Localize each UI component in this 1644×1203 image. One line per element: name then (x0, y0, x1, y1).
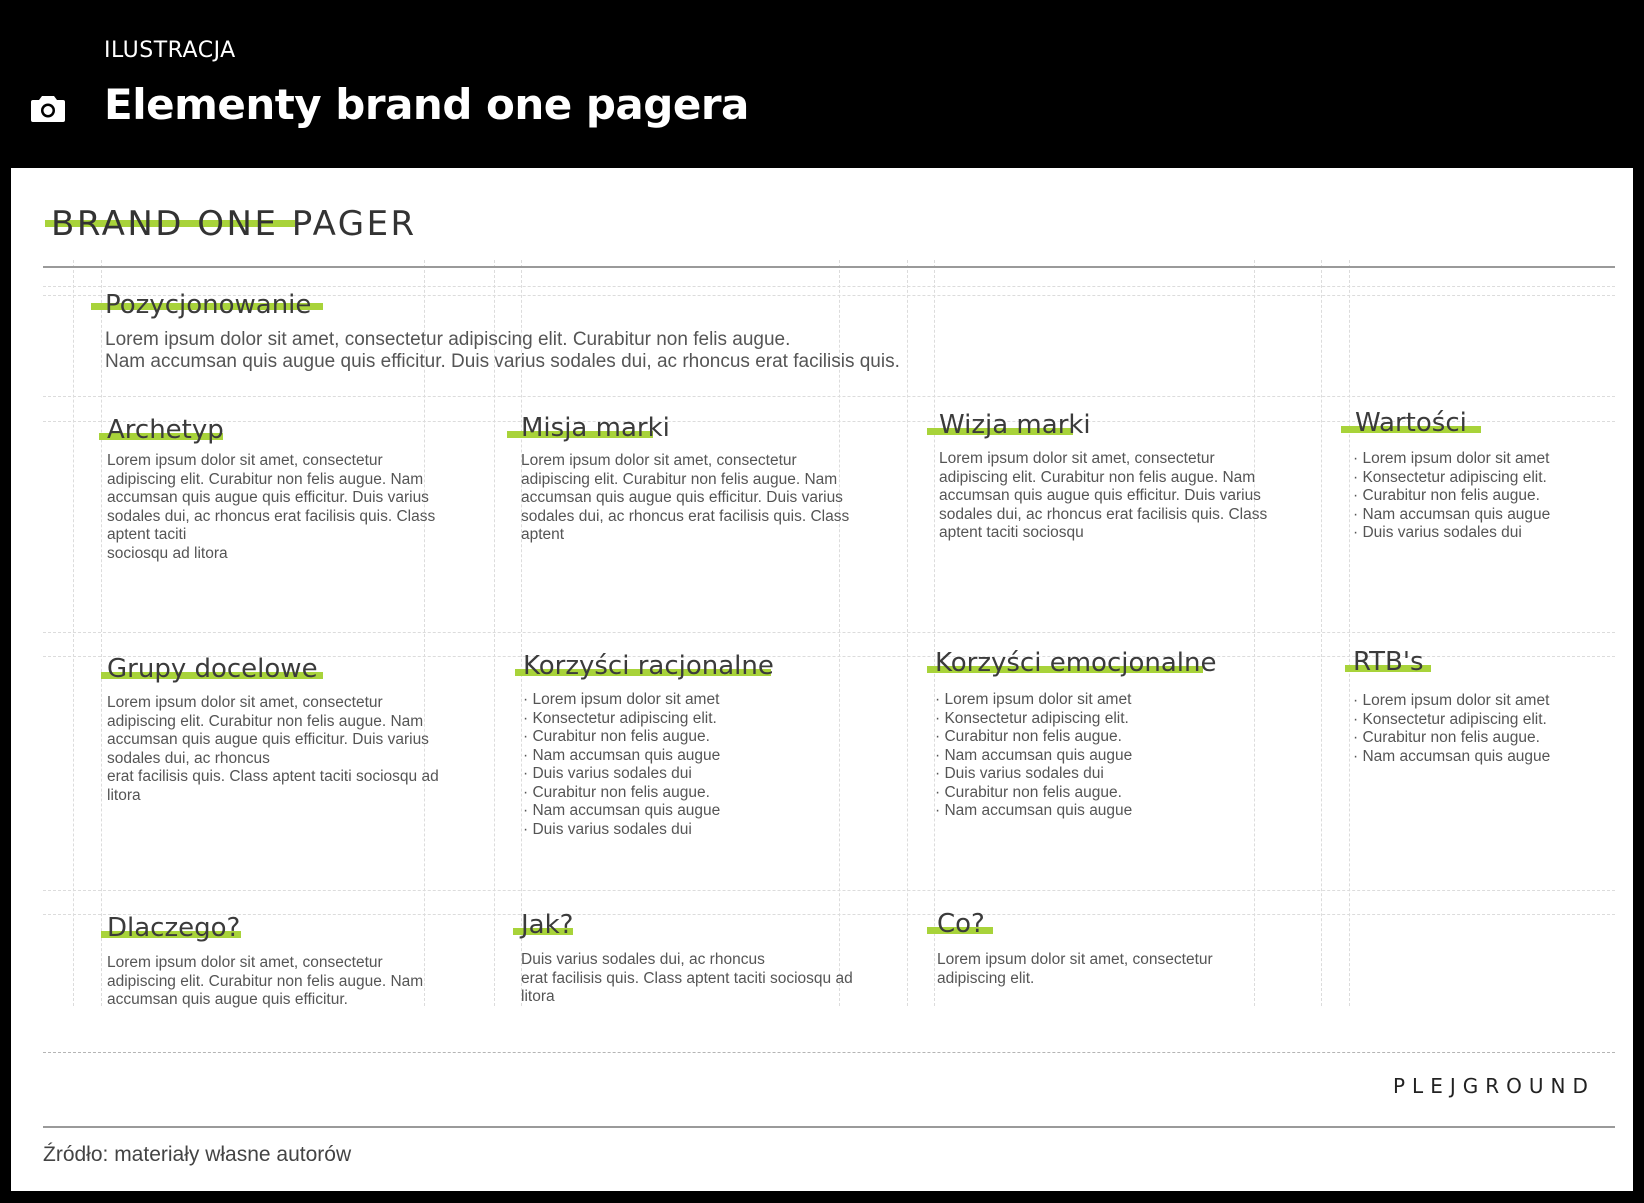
text-line: · Duis varius sodales dui (523, 765, 692, 782)
page-title: Elementy brand one pagera (104, 80, 749, 129)
positioning-text (105, 329, 900, 373)
text-line: Lorem ipsum dolor sit amet, consectetur (107, 452, 383, 469)
text-line: accumsan quis augue quis efficitur. Duis varius (107, 731, 429, 748)
text-line: · Curabitur non felis augue. (935, 728, 1122, 745)
section-title-co: Co? (937, 909, 985, 939)
source-caption: Źródło: materiały własne autorów (43, 1143, 352, 1166)
text-line: · Duis varius sodales dui (935, 765, 1104, 782)
illustration-label: ILUSTRACJA (104, 38, 236, 63)
section-body-wizja (939, 450, 1267, 543)
text-line: aptent (521, 526, 565, 543)
text-line: · Nam accumsan quis augue (935, 746, 1133, 764)
text-line: Lorem ipsum dolor sit amet, consectetur adipiscing elit. Curabitur non felis augue. (105, 329, 791, 350)
text-line: · Nam accumsan quis augue (1353, 505, 1551, 523)
text-line: · Konsectetur adipiscing elit. (1353, 468, 1547, 486)
section-title-grupy: Grupy docelowe (107, 654, 318, 684)
text-line: accumsan quis augue quis efficitur. Duis varius (107, 489, 429, 506)
text-line: · Konsectetur adipiscing elit. (523, 709, 717, 727)
text-line: · Duis varius sodales dui (1353, 524, 1522, 541)
text-line: aptent taciti (107, 526, 187, 543)
text-line: aptent taciti sociosqu (939, 524, 1084, 541)
text-line: · Lorem ipsum dolor sit amet (1353, 450, 1550, 467)
figure-panel (11, 168, 1633, 1191)
text-line: sodales dui, ac rhoncus erat facilisis quis. Class (107, 507, 436, 525)
text-line: · Nam accumsan quis augue (523, 802, 721, 819)
text-line: accumsan quis augue quis efficitur. Duis varius (939, 487, 1261, 504)
text-line: adipiscing elit. Curabitur non felis augue. Nam (939, 468, 1256, 486)
text-line: · Curabitur non felis augue. (523, 783, 710, 801)
section-body-dlaczego (107, 954, 423, 1010)
text-line: Lorem ipsum dolor sit amet, consectetur (937, 951, 1213, 968)
section-title-wizja: Wizja marki (939, 410, 1091, 440)
text-line: adipiscing elit. Curabitur non felis augue. Nam (521, 470, 838, 488)
section-title-misja: Misja marki (521, 413, 670, 443)
text-line: adipiscing elit. Curabitur non felis augue. Nam (107, 470, 424, 488)
text-line: · Curabitur non felis augue. (1353, 729, 1540, 746)
section-body-co (937, 951, 1213, 988)
plejground-logo: PLEJGROUND (1393, 1074, 1595, 1098)
text-line: · Lorem ipsum dolor sit amet (1353, 692, 1550, 709)
section-title-archetyp: Archetyp (107, 415, 224, 445)
text-line: · Curabitur non felis augue. (1353, 487, 1540, 504)
section-title-jak: Jak? (521, 910, 574, 940)
header-bar (0, 0, 1644, 168)
text-line: · Konsectetur adipiscing elit. (935, 709, 1129, 727)
text-line: · Curabitur non felis augue. (935, 783, 1122, 801)
text-line: Lorem ipsum dolor sit amet, consectetur (107, 694, 383, 711)
text-line: Duis varius sodales dui, ac rhoncus (521, 951, 765, 968)
text-line: litora (521, 988, 555, 1005)
text-line: Lorem ipsum dolor sit amet, consectetur (521, 452, 797, 469)
text-line: adipiscing elit. Curabitur non felis augue. Nam (107, 712, 424, 730)
positioning-title: Pozycjonowanie (105, 290, 312, 320)
text-line: Lorem ipsum dolor sit amet, consectetur (107, 954, 383, 971)
section-body-rtbs (1353, 692, 1550, 766)
text-line: · Nam accumsan quis augue (1353, 747, 1551, 765)
text-line: sodales dui, ac rhoncus erat facilisis quis. Class (939, 505, 1268, 523)
text-line: · Nam accumsan quis augue (523, 746, 721, 764)
section-body-misja (521, 452, 849, 545)
text-line: erat facilisis quis. Class aptent taciti sociosqu ad (521, 969, 853, 987)
text-line: adipiscing elit. (937, 969, 1035, 987)
section-title-dlaczego: Dlaczego? (107, 913, 241, 943)
text-line: erat facilisis quis. Class aptent taciti sociosqu ad (107, 768, 439, 785)
text-line: litora (107, 786, 141, 804)
text-line: sociosqu ad litora (107, 544, 228, 562)
text-line: sodales dui, ac rhoncus erat facilisis quis. Class (521, 507, 850, 525)
camera-icon (30, 92, 66, 124)
section-body-archetyp (107, 452, 435, 563)
text-line: Nam accumsan quis augue quis efficitur. Duis varius sodales dui, ac rhoncus erat facilisis quis. (105, 351, 900, 372)
text-line: · Lorem ipsum dolor sit amet (935, 691, 1132, 708)
text-line: Lorem ipsum dolor sit amet, consectetur (939, 450, 1215, 467)
section-title-korzysci-emocjonalne: Korzyści emocjonalne (935, 648, 1217, 678)
text-line: accumsan quis augue quis efficitur. Duis varius (521, 489, 843, 506)
text-line: · Curabitur non felis augue. (523, 728, 710, 745)
section-body-wartosci (1353, 450, 1550, 543)
text-line: · Nam accumsan quis augue (935, 802, 1133, 819)
section-body-jak (521, 951, 853, 1007)
text-line: · Duis varius sodales dui (523, 820, 692, 838)
text-line: sodales dui, ac rhoncus (107, 749, 270, 767)
section-title-rtbs: RTB's (1353, 647, 1424, 677)
text-line: · Konsectetur adipiscing elit. (1353, 710, 1547, 728)
section-title-wartosci: Wartości (1355, 408, 1467, 438)
brand-title: BRAND ONE PAGER (51, 204, 417, 244)
text-line: adipiscing elit. Curabitur non felis augue. Nam (107, 972, 424, 990)
section-body-korzysci-emocjonalne (935, 691, 1132, 821)
section-body-grupy (107, 694, 439, 805)
section-title-korzysci-racjonalne: Korzyści racjonalne (523, 651, 774, 681)
section-body-korzysci-racjonalne (523, 691, 720, 839)
text-line: accumsan quis augue quis efficitur. (107, 991, 348, 1008)
text-line: · Lorem ipsum dolor sit amet (523, 691, 720, 708)
